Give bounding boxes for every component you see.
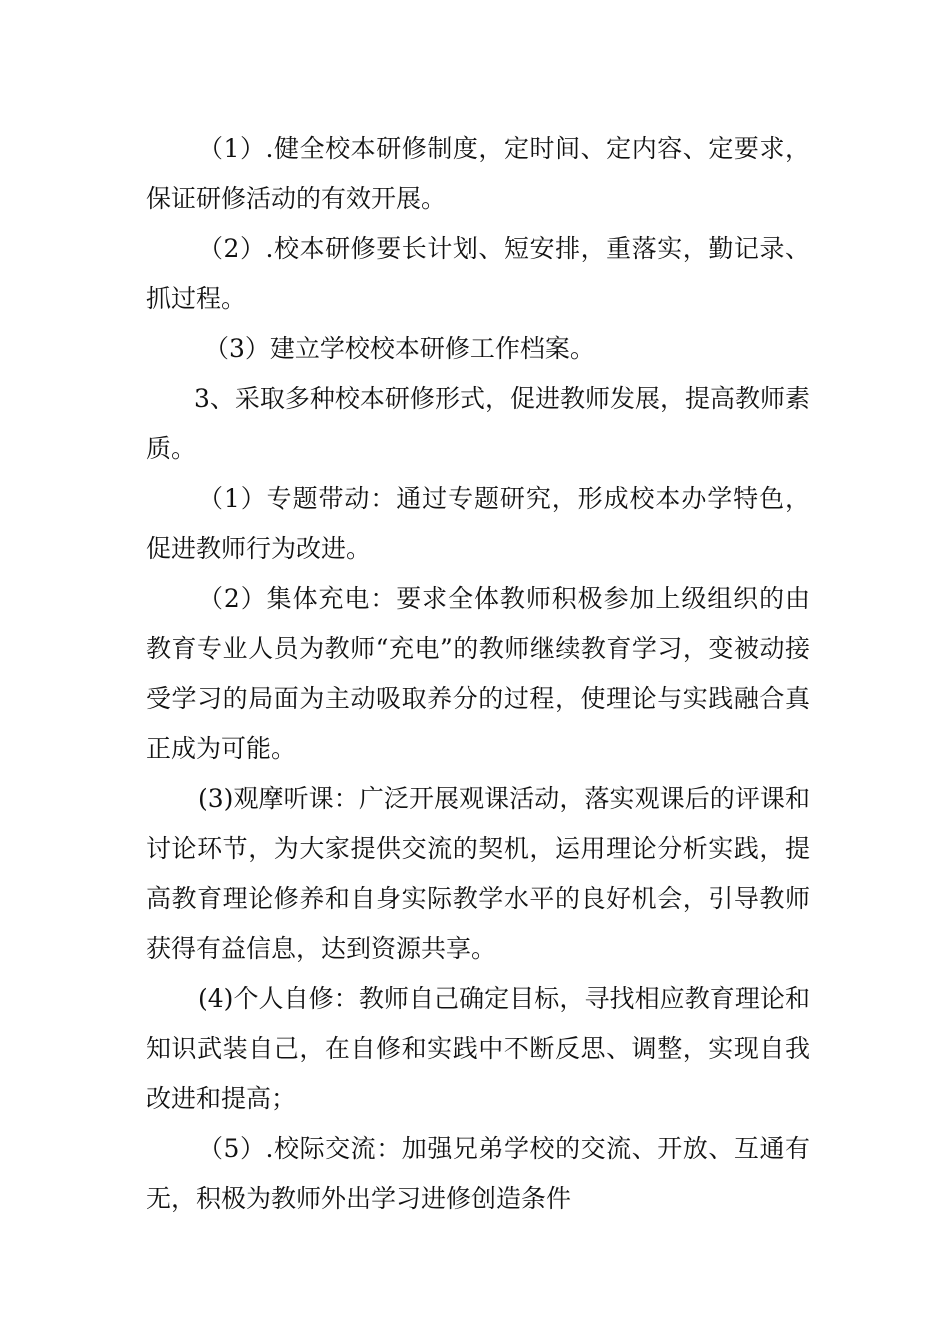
paragraph-6: （2）集体充电：要求全体教师积极参加上级组织的由教育专业人员为教师“充电”的教师继续教育学习，变被动接受学习的局面为主动吸取养分的过程，使理论与实践融合真正成为可能。 (146, 584, 810, 763)
paragraph-8: (4)个人自修：教师自己确定目标，寻找相应教育理论和知识武装自己，在自修和实践中不断反思、调整，实现自我改进和提高； (146, 984, 810, 1113)
paragraph-5: （1）专题带动：通过专题研究，形成校本办学特色，促进教师行为改进。 (146, 484, 810, 563)
paragraph-2: （2）.校本研修要长计划、短安排，重落实，勤记录、抓过程。 (146, 234, 810, 313)
paragraph-3: （3）建立学校校本研修工作档案。 (204, 334, 595, 363)
paragraph-7: (3)观摩听课：广泛开展观课活动，落实观课后的评课和讨论环节，为大家提供交流的契机，运用理论分析实践，提高教育理论修养和自身实际教学水平的良好机会，引导教师获得有益信息，达到资源共享。 (146, 784, 810, 963)
document-body (146, 124, 810, 1224)
paragraph-9: （5）.校际交流：加强兄弟学校的交流、开放、互通有无，积极为教师外出学习进修创造条件 (146, 1134, 810, 1213)
paragraph-4: 3、采取多种校本研修形式，促进教师发展，提高教师素质。 (146, 384, 810, 463)
paragraph-1: （1）.健全校本研修制度，定时间、定内容、定要求，保证研修活动的有效开展。 (146, 134, 810, 213)
